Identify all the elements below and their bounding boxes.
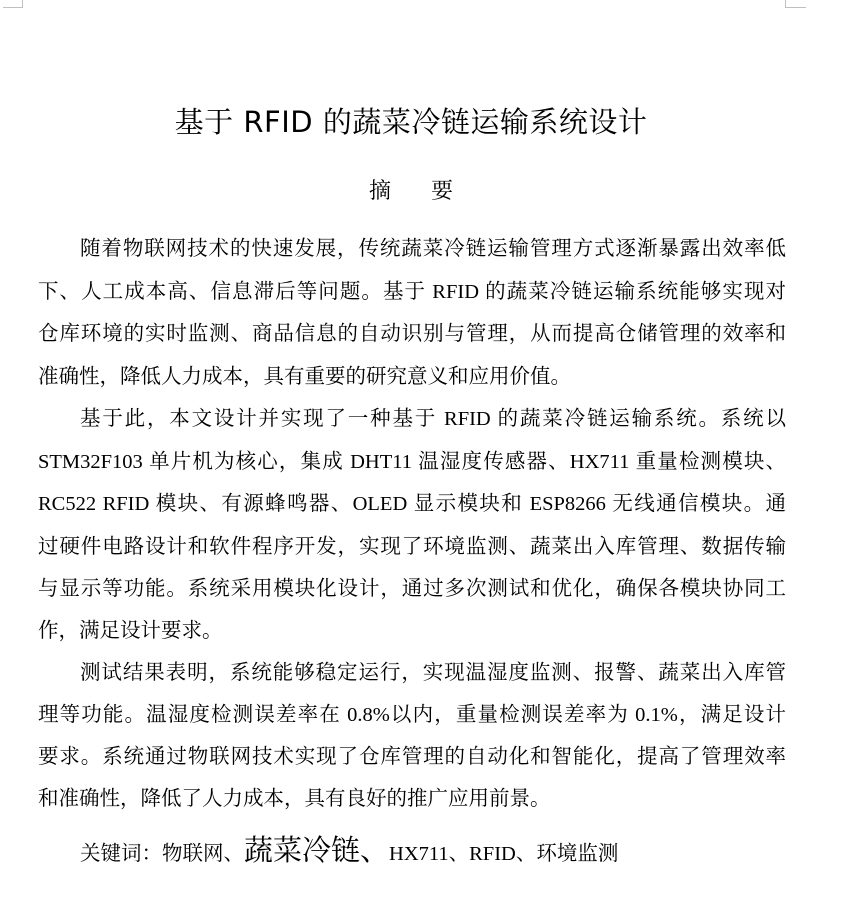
paragraph-2-line-5: 与显示等功能。系统采用模块化设计，通过多次测试和优化，确保各模块协同工 — [38, 578, 786, 600]
crop-mark-top-left — [3, 0, 23, 8]
crop-mark-top-right — [785, 0, 806, 8]
document-title: 基于 RFID 的蔬菜冷链运输系统设计 — [174, 105, 648, 139]
paragraph-1-line-1: 随着物联网技术的快速发展，传统蔬菜冷链运输管理方式逐渐暴露出效率低 — [80, 238, 786, 260]
paragraph-2-line-1: 基于此，本文设计并实现了一种基于 RFID 的蔬菜冷链运输系统。系统以 — [80, 408, 786, 430]
abstract-heading-left: 摘 — [368, 179, 391, 204]
paragraph-3-line-4: 和准确性，降低了人力成本，具有良好的推广应用前景。 — [38, 788, 551, 810]
paragraph-1-line-2: 下、人工成本高、信息滞后等问题。基于 RFID 的蔬菜冷链运输系统能够实现对 — [38, 281, 786, 303]
paragraph-2-line-3: RC522 RFID 模块、有源蜂鸣器、OLED 显示模块和 ESP8266 无线通信模块。通 — [38, 493, 786, 515]
paragraph-3-line-2: 理等功能。温湿度检测误差率在 0.8%以内，重量检测误差率为 0.1%，满足设计 — [38, 704, 786, 726]
keywords-items-after: HX711、RFID、环境监测 — [389, 843, 619, 865]
keywords-items-before: 物联网、 — [162, 843, 244, 865]
keywords-label: 关键词： — [80, 843, 162, 865]
paragraph-2-line-6: 作，满足设计要求。 — [38, 620, 223, 642]
keywords-item-large: 蔬菜冷链、 — [244, 835, 390, 867]
paragraph-1-line-3: 仓库环境的实时监测、商品信息的自动识别与管理，从而提高仓储管理的效率和 — [38, 323, 786, 345]
keywords-line — [80, 832, 618, 873]
paragraph-2-line-4: 过硬件电路设计和软件程序开发，实现了环境监测、蔬菜出入库管理、数据传输 — [38, 536, 786, 558]
abstract-heading-right: 要 — [431, 179, 454, 204]
paragraph-3-line-3: 要求。系统通过物联网技术实现了仓库管理的自动化和智能化，提高了管理效率 — [38, 746, 786, 768]
paragraph-2-line-2: STM32F103 单片机为核心，集成 DHT11 温湿度传感器、HX711 重量检测模块、 — [38, 451, 786, 473]
paragraph-3-line-1: 测试结果表明，系统能够稳定运行，实现温湿度监测、报警、蔬菜出入库管 — [80, 662, 786, 684]
paragraph-1-line-4: 准确性，降低人力成本，具有重要的研究意义和应用价值。 — [38, 366, 571, 388]
abstract-heading — [0, 176, 822, 208]
